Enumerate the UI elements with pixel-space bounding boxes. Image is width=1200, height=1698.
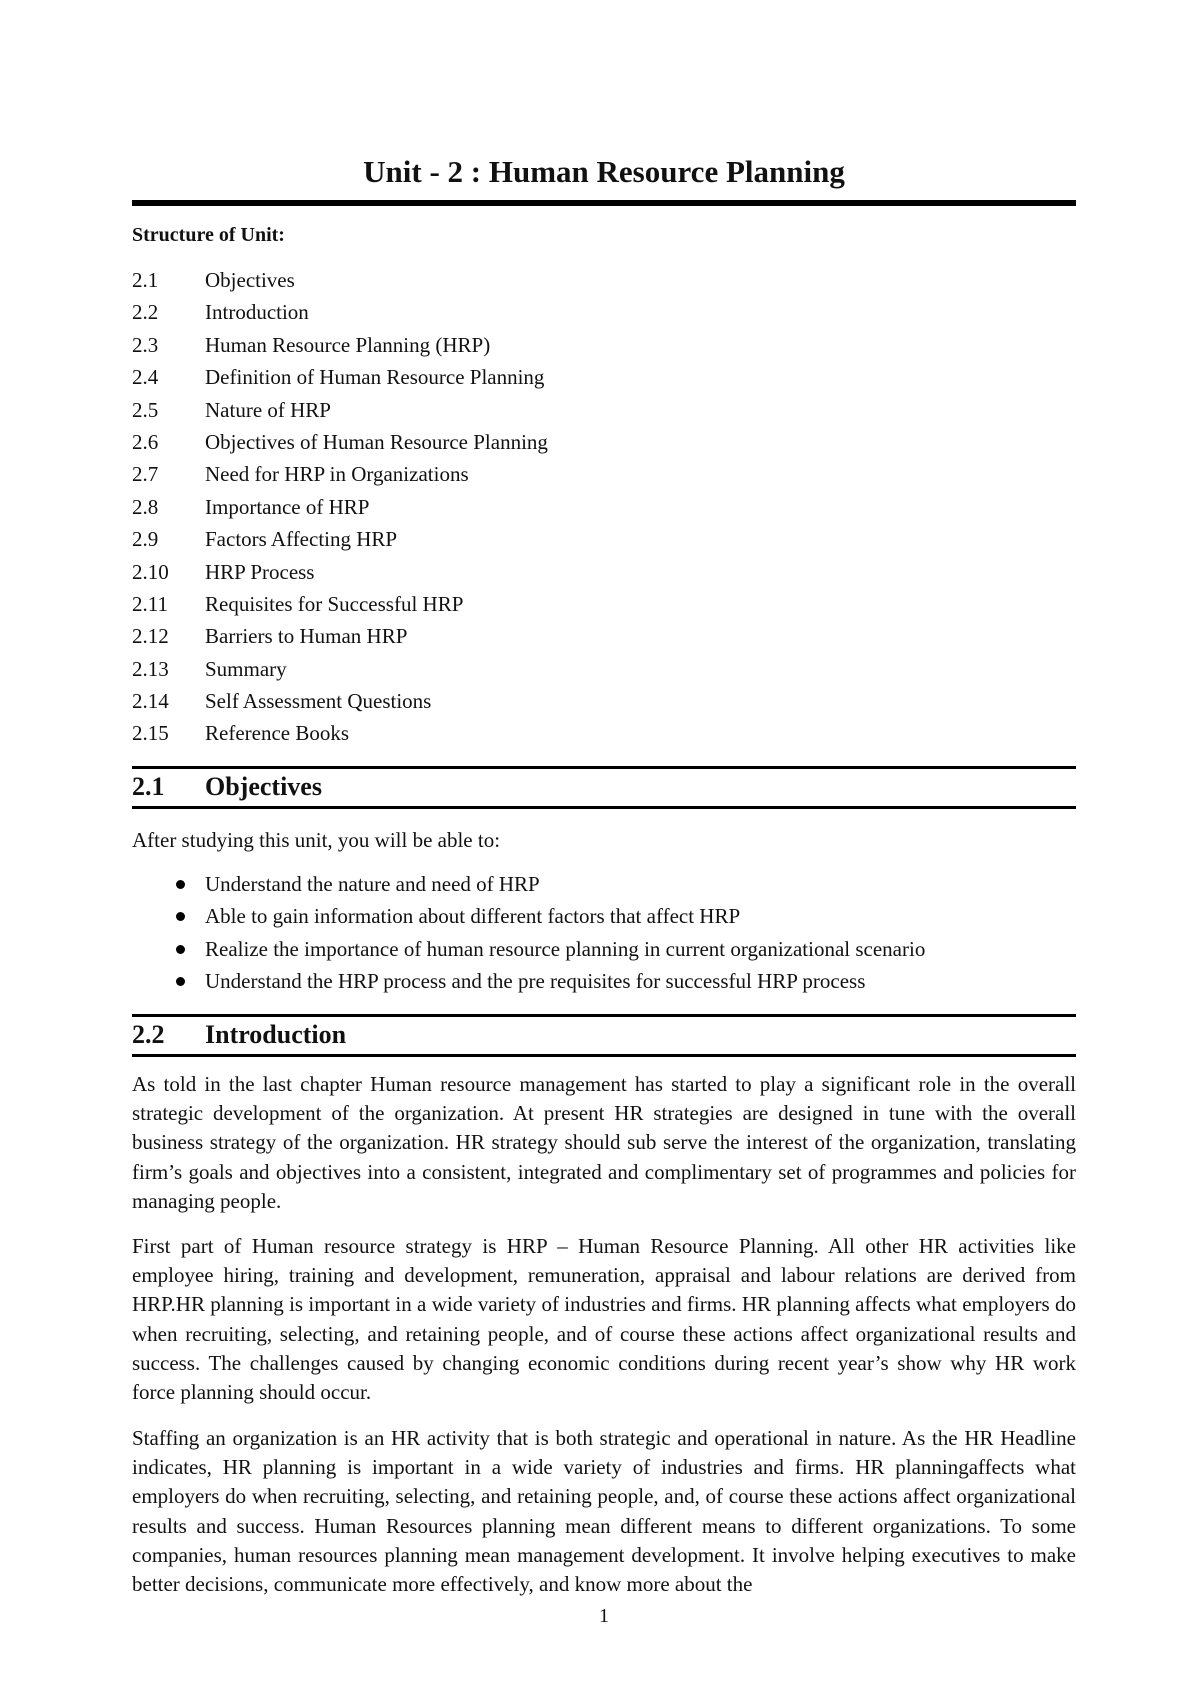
- bullet-icon: [176, 977, 185, 986]
- bullet-icon: [176, 880, 185, 889]
- toc-item-number: 2.11: [132, 591, 168, 616]
- section-number: 2.1: [132, 772, 165, 801]
- section-title: Objectives: [205, 772, 322, 801]
- toc-item-text: Need for HRP in Organizations: [205, 462, 469, 487]
- toc-item-number: 2.2: [132, 300, 159, 325]
- toc-item: [132, 394, 548, 426]
- bullet-icon: [176, 912, 185, 921]
- toc-item-text: Importance of HRP: [205, 494, 370, 519]
- section-number: 2.2: [132, 1020, 165, 1049]
- toc-item: [132, 620, 548, 652]
- section-heading-objectives: [132, 770, 322, 804]
- objectives-lead: After studying this unit, you will be able to:: [132, 828, 501, 852]
- list-item: [132, 900, 925, 932]
- objectives-list: [132, 868, 925, 998]
- toc-item-number: 2.12: [132, 624, 169, 649]
- intro-paragraph-2: First part of Human resource strategy is HRP – Human Resource Planning. All other HR activities like employee hiring, training and development, remuneration, appraisal and labour relations are derived from HRP.HR planning is important in a wide variety of industries and firms. HR planning affects what employers do when recruiting, selecting, and retaining people, and of course these actions affect organizational results and success. The challenges caused by changing economic conditions during recent year’s show why HR work force planning should occur.: [132, 1234, 1076, 1405]
- toc-item-text: Human Resource Planning (HRP): [205, 332, 491, 357]
- toc-item-number: 2.8: [132, 494, 159, 519]
- list-item-text: Realize the importance of human resource planning in current organizational scenario: [205, 936, 926, 961]
- toc-item-number: 2.7: [132, 462, 159, 487]
- section-title: Introduction: [205, 1020, 347, 1049]
- toc-item-number: 2.6: [132, 429, 159, 454]
- intro-paragraph-3: Staffing an organization is an HR activity that is both strategic and operational in nature. As the HR Headline indicates, HR planning is important in a wide variety of industries and firms. HR planningaffects what employers do when recruiting, selecting, and retaining people, and, of course these actions affect organizational results and success. Human Resources planning mean different means to different organizations. To some companies, human resources planning mean management development. It involve helping executives to make better decisions, communicate more effectively, and know more about the: [132, 1426, 1076, 1597]
- toc-item-number: 2.1: [132, 268, 159, 292]
- page-number: 1: [599, 1605, 609, 1627]
- toc-item: [132, 491, 548, 523]
- toc-item-number: 2.5: [132, 397, 159, 422]
- toc-item-text: Requisites for Successful HRP: [205, 591, 464, 616]
- toc-item: [132, 717, 548, 749]
- toc-item-number: 2.3: [132, 332, 159, 357]
- table-of-contents: [132, 264, 548, 750]
- toc-item: [132, 685, 548, 717]
- toc-item-text: Introduction: [205, 300, 309, 325]
- list-item: [132, 933, 925, 965]
- toc-item-text: Factors Affecting HRP: [205, 527, 398, 552]
- list-item-text: Able to gain information about different factors that affect HRP: [205, 904, 741, 929]
- toc-item: [132, 361, 548, 393]
- toc-item-text: Nature of HRP: [205, 397, 331, 422]
- intro-paragraph-1: As told in the last chapter Human resource management has started to play a significant role in the overall strategic development of the organization. At present HR strategies are designed in tune with the overall business strategy of the organization. HR strategy should sub serve the interest of the organization, translating firm’s goals and objectives into a consistent, integrated and complimentary set of programmes and policies for managing people.: [132, 1072, 1076, 1213]
- toc-item-text: Definition of Human Resource Planning: [205, 365, 545, 390]
- title-underline: [132, 200, 1076, 206]
- bullet-icon: [176, 945, 185, 954]
- toc-item-number: 2.13: [132, 656, 169, 681]
- toc-item-text: Objectives of Human Resource Planning: [205, 429, 548, 454]
- section-rule-top: [132, 1014, 1076, 1017]
- list-item-text: Understand the HRP process and the pre requisites for successful HRP process: [205, 969, 866, 994]
- section-rule-bottom: [132, 1054, 1076, 1057]
- toc-item: [132, 588, 548, 620]
- toc-item: [132, 523, 548, 555]
- toc-item-text: Self Assessment Questions: [205, 689, 432, 714]
- structure-label: Structure of Unit:: [132, 224, 285, 246]
- toc-item-text: Barriers to Human HRP: [205, 624, 408, 649]
- toc-item-text: Summary: [205, 656, 287, 681]
- list-item: [132, 868, 925, 900]
- toc-item: [132, 653, 548, 685]
- list-item: [132, 965, 925, 997]
- toc-item: [132, 329, 548, 361]
- toc-item: [132, 556, 548, 588]
- toc-item-text: Objectives: [205, 268, 295, 292]
- toc-item-text: Reference Books: [205, 721, 350, 746]
- toc-item-number: 2.9: [132, 527, 159, 552]
- section-heading-introduction: [132, 1018, 346, 1052]
- section-rule-bottom: [132, 806, 1076, 809]
- toc-item-text: HRP Process: [205, 559, 315, 584]
- toc-item: [132, 264, 548, 296]
- toc-item: [132, 296, 548, 328]
- toc-item: [132, 458, 548, 490]
- toc-item-number: 2.4: [132, 365, 159, 390]
- section-rule-top: [132, 766, 1076, 769]
- list-item-text: Understand the nature and need of HRP: [205, 872, 540, 896]
- toc-item-number: 2.15: [132, 721, 169, 746]
- toc-item: [132, 426, 548, 458]
- unit-title: Unit - 2 : Human Resource Planning: [363, 154, 845, 189]
- toc-item-number: 2.14: [132, 689, 169, 714]
- toc-item-number: 2.10: [132, 559, 169, 584]
